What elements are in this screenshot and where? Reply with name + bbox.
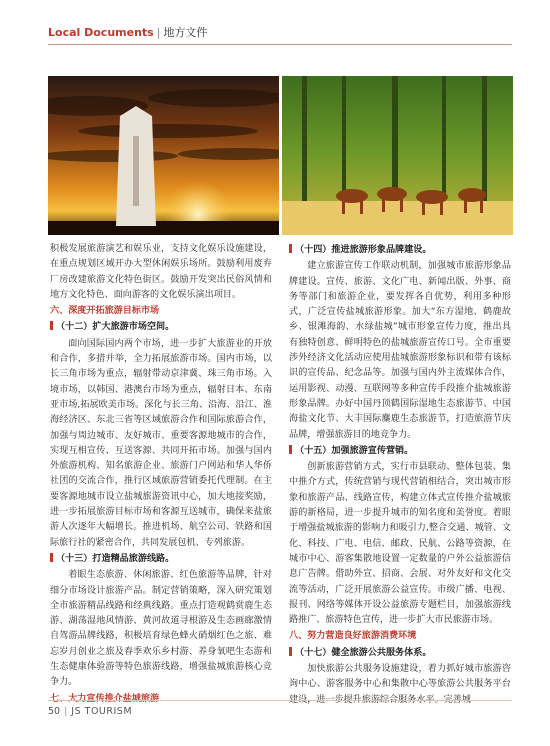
right-column xyxy=(289,242,511,708)
page-footer xyxy=(48,706,132,717)
heading-marker xyxy=(50,321,53,330)
paragraph: 着眼生态旅游、休闲旅游、红色旅游等品牌，针对细分市场设计旅游产品。制定营销策略，深入研究策划全市旅游精品线路和经典线路。重点打造观鹤赏鹿生态游、湖荡湿地风情游、黄河故道寻根游及生态画廊激情自驾游品牌线路，积极培育绿色蜂火硝烟红色之旅、难忘岁月创业之旅及春季欢乐乡村游、养身氧吧生态游和生态健康体验游等特色旅游线路，增强盐城旅游核心竞争力。 xyxy=(50,570,272,688)
paragraph: 加快旅游公共服务设施建设，着力抓好城市旅游咨询中心、游客服务中心和集散中心等旅游公共服务平台建设，进一步提升旅游综合服务水平。完善城 xyxy=(289,664,511,705)
magazine-name: JS TOURISM xyxy=(71,706,133,717)
subsection-heading: （十二）扩大旅游市场空间。 xyxy=(50,320,272,335)
footer-rule xyxy=(48,700,512,701)
paragraph: 面向国际国内两个市场，进一步扩大旅游业的开放和合作，多措并举，全力拓展旅游市场。国内市场，以长三角市场为重点，辐射带动京津冀、珠三角市场。入境市场，以韩国、港澳台市场为重点，辐射日本、东南亚市场,拓展欧美市场。深化与长三角、沿海、沿江、淮海经济区、东北三省等区域旅游合作和国际旅游合作，加强与周边城市、友好城市、重要客源地城市的合作，实现互相宣传、互送客源、共同开拓市场。加强与国内外旅游机构、知名旅游企业、旅游门户网站和华人华侨社团的交流合作，推行区域旅游营销委托代理制。在主要客源地城市设立盐城旅游资讯中心，加大地接奖励，进一步拓展旅游目标市场和客源互送城市，确保来盐旅游人次逐年大幅增长。推进机场、航空公司、铁路和国际旅行社的紧密合作，共同发展包机、专列旅游。 xyxy=(50,338,272,548)
header-rule xyxy=(48,44,512,45)
section-heading: 七、大力宣传推介盐城旅游 xyxy=(50,693,160,704)
page-header xyxy=(48,24,207,40)
subsection-heading: （十三）打造精品旅游线路。 xyxy=(50,552,272,567)
paragraph: 积极发展旅游演艺和娱乐业，支持文化娱乐设施建设，在重点规划区域开办大型休闲娱乐场所。鼓励利用废弃厂房改建旅游文化特色街区。鼓励开发突出民俗风情和地方文化特色、面向游客的文化娱乐演出项目。 xyxy=(50,244,272,300)
left-column xyxy=(50,242,272,708)
header-separator: | xyxy=(156,26,161,39)
subsection-heading: （十七）健全旅游公共服务体系。 xyxy=(289,646,511,661)
subsection-heading: （十五）加强旅游宣传营销。 xyxy=(289,444,511,459)
section-heading: 八、努力营造良好旅游消费环境 xyxy=(289,631,417,642)
footer-separator: | xyxy=(64,706,68,717)
paragraph: 创新旅游营销方式，实行市县联动、整体包装、集中推介方式，传统营销与现代营销相结合，突出城市形象和旅游产品、线路宣传，构建立体式宣传推介盐城旅游的新格局，进一步提升城市的知名度和美誉度。着眼于增强盐城旅游的影响力和吸引力,整合交通、城管、文化、科技、广电、电信、邮政、民航、公路等资源，在城市中心、游客集散地设置一定数量的户外公益旅游信息广告牌。借助外宣、招商、会展、对外友好和文化交流等活动，广泛开展旅游公益宣传。市级广播、电视、报刊、网络等媒体开设公益旅游专题栏目，加强旅游线路推广、旅游特色宣传，进一步扩大市民旅游市场。 xyxy=(289,462,511,626)
section-title-cn: 地方文件 xyxy=(163,26,208,39)
page-number: 50 xyxy=(48,706,61,717)
subsection-heading: （十四）推进旅游形象品牌建设。 xyxy=(289,243,511,258)
heading-marker xyxy=(289,445,292,454)
paragraph: 建立旅游宣传工作联动机制，加强城市旅游形象品牌建设。宣传、旅游、文化广电、新闻出版、外事、商务等部门和旅游企业，要发挥各自优势，利用多种形式，广泛宣传盐城旅游形象。加大“东方湿地、鹤鹿故乡、银滩海韵、水绿盐城”城市形象宣传力度，推出具有独特创意、鲜明特色的盐城旅游宣传口号。全市重要涉外经济文化活动应使用盐城旅游形象标识和带有该标识的宣传品、纪念品等。加强与国内外主流媒体合作，运用影视、动漫、互联网等多种宣传手段推介盐城旅游形象品牌。办好中国丹顶鹤国际湿地生态旅游节、中国海盐文化节、大丰国际麋鹿生态旅游节，打造旅游节庆品牌，增强旅游目的地竞争力。 xyxy=(289,261,511,440)
heading-marker xyxy=(289,647,292,656)
section-heading: 六、深度开拓旅游目标市场 xyxy=(50,306,160,317)
deer-forest-photo xyxy=(282,76,513,235)
section-title-en: Local Documents xyxy=(48,26,154,39)
sunset-monument-photo xyxy=(48,76,279,235)
heading-marker xyxy=(50,553,53,562)
heading-marker xyxy=(289,244,292,253)
